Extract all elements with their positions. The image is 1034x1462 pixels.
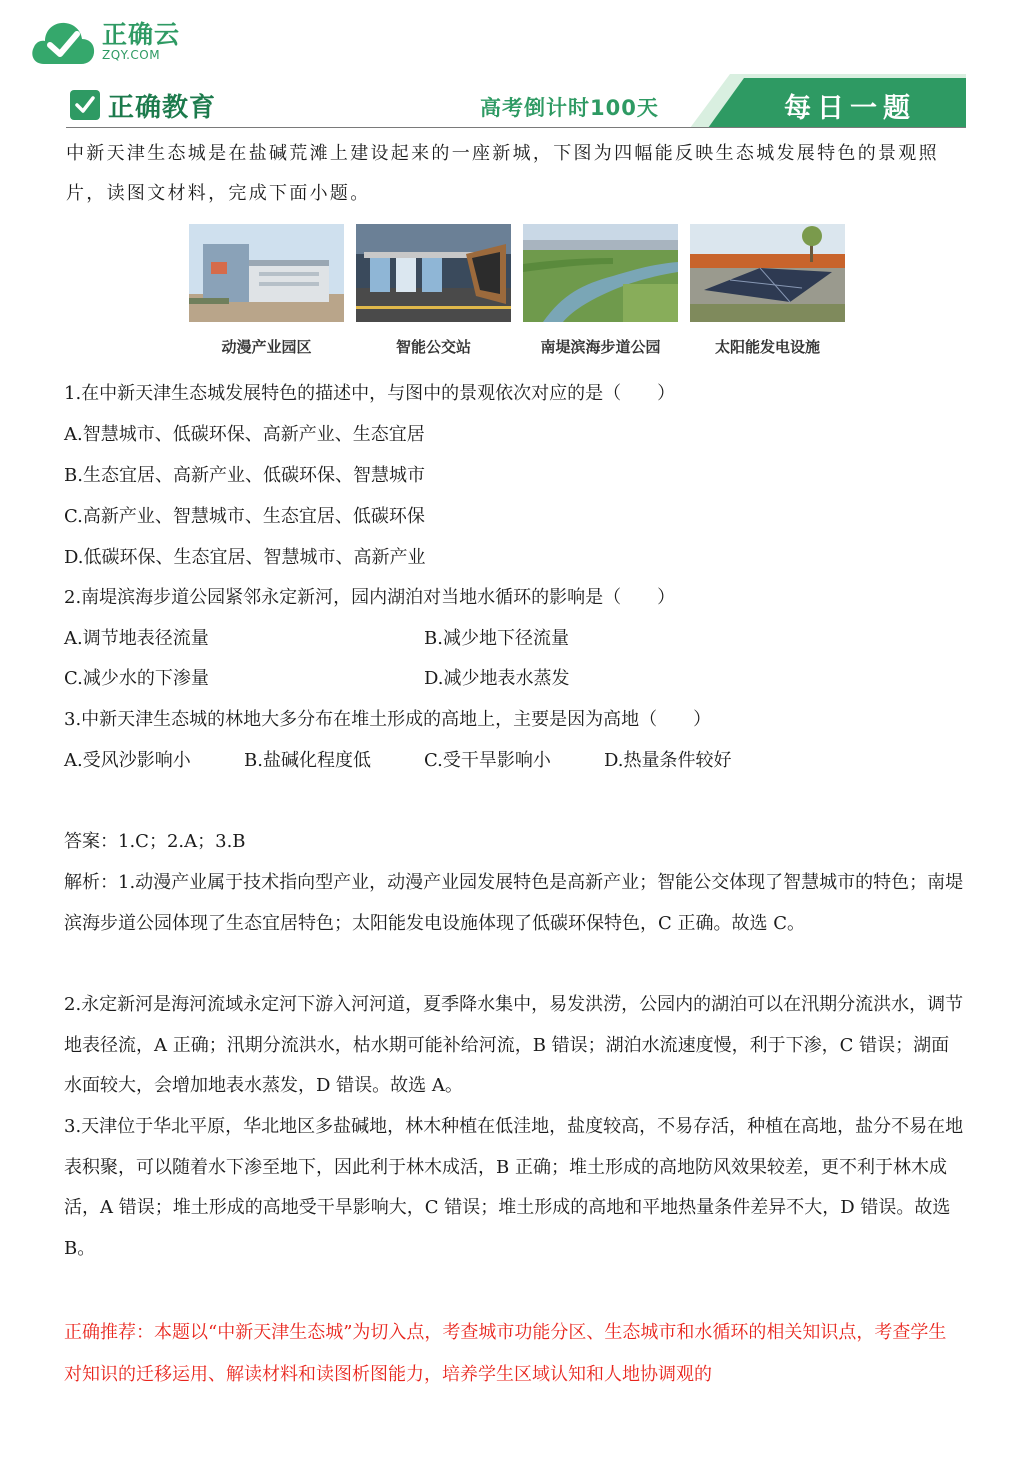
logo-name: 正确云 xyxy=(102,20,181,49)
question-3-option: D.热量条件较好 xyxy=(604,750,732,771)
photo-caption: 智能公交站 xyxy=(395,338,471,356)
question-2-option: B.减少地下径流量 xyxy=(424,628,569,649)
zqy-logo-text xyxy=(102,22,180,62)
recommendation-text: 正确推荐：本题以“中新天津生态城”为切入点，考查城市功能分区、生态城市和水循环的相关知识点，考查学生对知识的迁移运用、解读材料和读图析图能力，培养学生区域认知和人地协调观的 xyxy=(64,1322,947,1385)
question-1-option: D.低碳环保、生态宜居、智慧城市、高新产业 xyxy=(64,547,426,568)
question-3-stem: 3.中新天津生态城的林地大多分布在堆土形成的高地上，主要是因为高地（ ） xyxy=(64,709,712,730)
header-divider xyxy=(66,127,966,128)
brand xyxy=(70,88,216,122)
analysis-1: 解析：1.动漫产业属于技术指向型产业，动漫产业园发展特色是高新产业；智能公交体现了智慧城市的特色；南堤滨海步道公园体现了生态宜居特色；太阳能发电设施体现了低碳环保特色，C 正确。故选 C。 xyxy=(64,872,964,934)
photo-seaside-park xyxy=(523,224,678,322)
photo-smart-bus-stop xyxy=(356,224,511,322)
question-3-option: B.盐碱化程度低 xyxy=(244,750,371,771)
question-1-option: A.智慧城市、低碳环保、高新产业、生态宜居 xyxy=(64,424,425,445)
photo-caption: 太阳能发电设施 xyxy=(714,338,820,356)
daily-question-title: 每日一题 xyxy=(784,93,916,124)
brand-name: 正确教育 xyxy=(108,92,217,123)
question-1-stem: 1.在中新天津生态城发展特色的描述中，与图中的景观依次对应的是（ ） xyxy=(64,383,676,404)
question-3-option: C.受干旱影响小 xyxy=(424,750,551,771)
photo-caption: 动漫产业园区 xyxy=(221,338,312,356)
zqy-cloud-logo-icon xyxy=(30,14,96,68)
photo-caption: 南堤滨海步道公园 xyxy=(540,338,661,356)
photo-animation-park xyxy=(189,224,344,322)
intro-text: 中新天津生态城是在盐碱荒滩上建设起来的一座新城，下图为四幅能反映生态城发展特色的景观照片，读图文材料，完成下面小题。 xyxy=(66,143,939,204)
question-2-option: D.减少地表水蒸发 xyxy=(424,668,570,689)
check-icon xyxy=(70,90,100,120)
question-1-option: C.高新产业、智慧城市、生态宜居、低碳环保 xyxy=(64,506,425,527)
question-2-stem: 2.南堤滨海步道公园紧邻永定新河，园内湖泊对当地水循环的影响是（ ） xyxy=(64,587,676,608)
photo-solar-facility xyxy=(690,224,845,322)
question-2-option: A.调节地表径流量 xyxy=(64,628,209,649)
question-3-option: A.受风沙影响小 xyxy=(64,750,191,771)
analysis-2: 2.永定新河是海河流域永定河下游入河河道，夏季降水集中，易发洪涝，公园内的湖泊可以在汛期分流洪水，调节地表径流，A 正确；汛期分流洪水，枯水期可能补给河流，B 错误；湖泊水流速度慢，利于下渗，C 错误；湖面水面较大，会增加地表水蒸发，D 错误。故选 A。 xyxy=(64,994,964,1096)
countdown-label: 高考倒计时100天 xyxy=(480,96,659,120)
question-1-option: B.生态宜居、高新产业、低碳环保、智慧城市 xyxy=(64,465,425,486)
analysis-3: 3.天津位于华北平原，华北地区多盐碱地，林木种植在低洼地，盐度较高，不易存活，种植在高地，盐分不易在地表积聚，可以随着水下渗至地下，因此利于林木成活，B 正确；堆土形成的高地防风效果较差，更不利于林木成活，A 错误；堆土形成的高地受干旱影响大，C 错误；堆土形成的高地和平地热量条件差异不大，D 错误。故选 B。 xyxy=(64,1116,964,1259)
logo-domain: ZQY.COM xyxy=(102,48,161,62)
question-2-option: C.减少水的下渗量 xyxy=(64,668,209,689)
answer-line: 答案：1.C；2.A；3.B xyxy=(64,831,246,852)
